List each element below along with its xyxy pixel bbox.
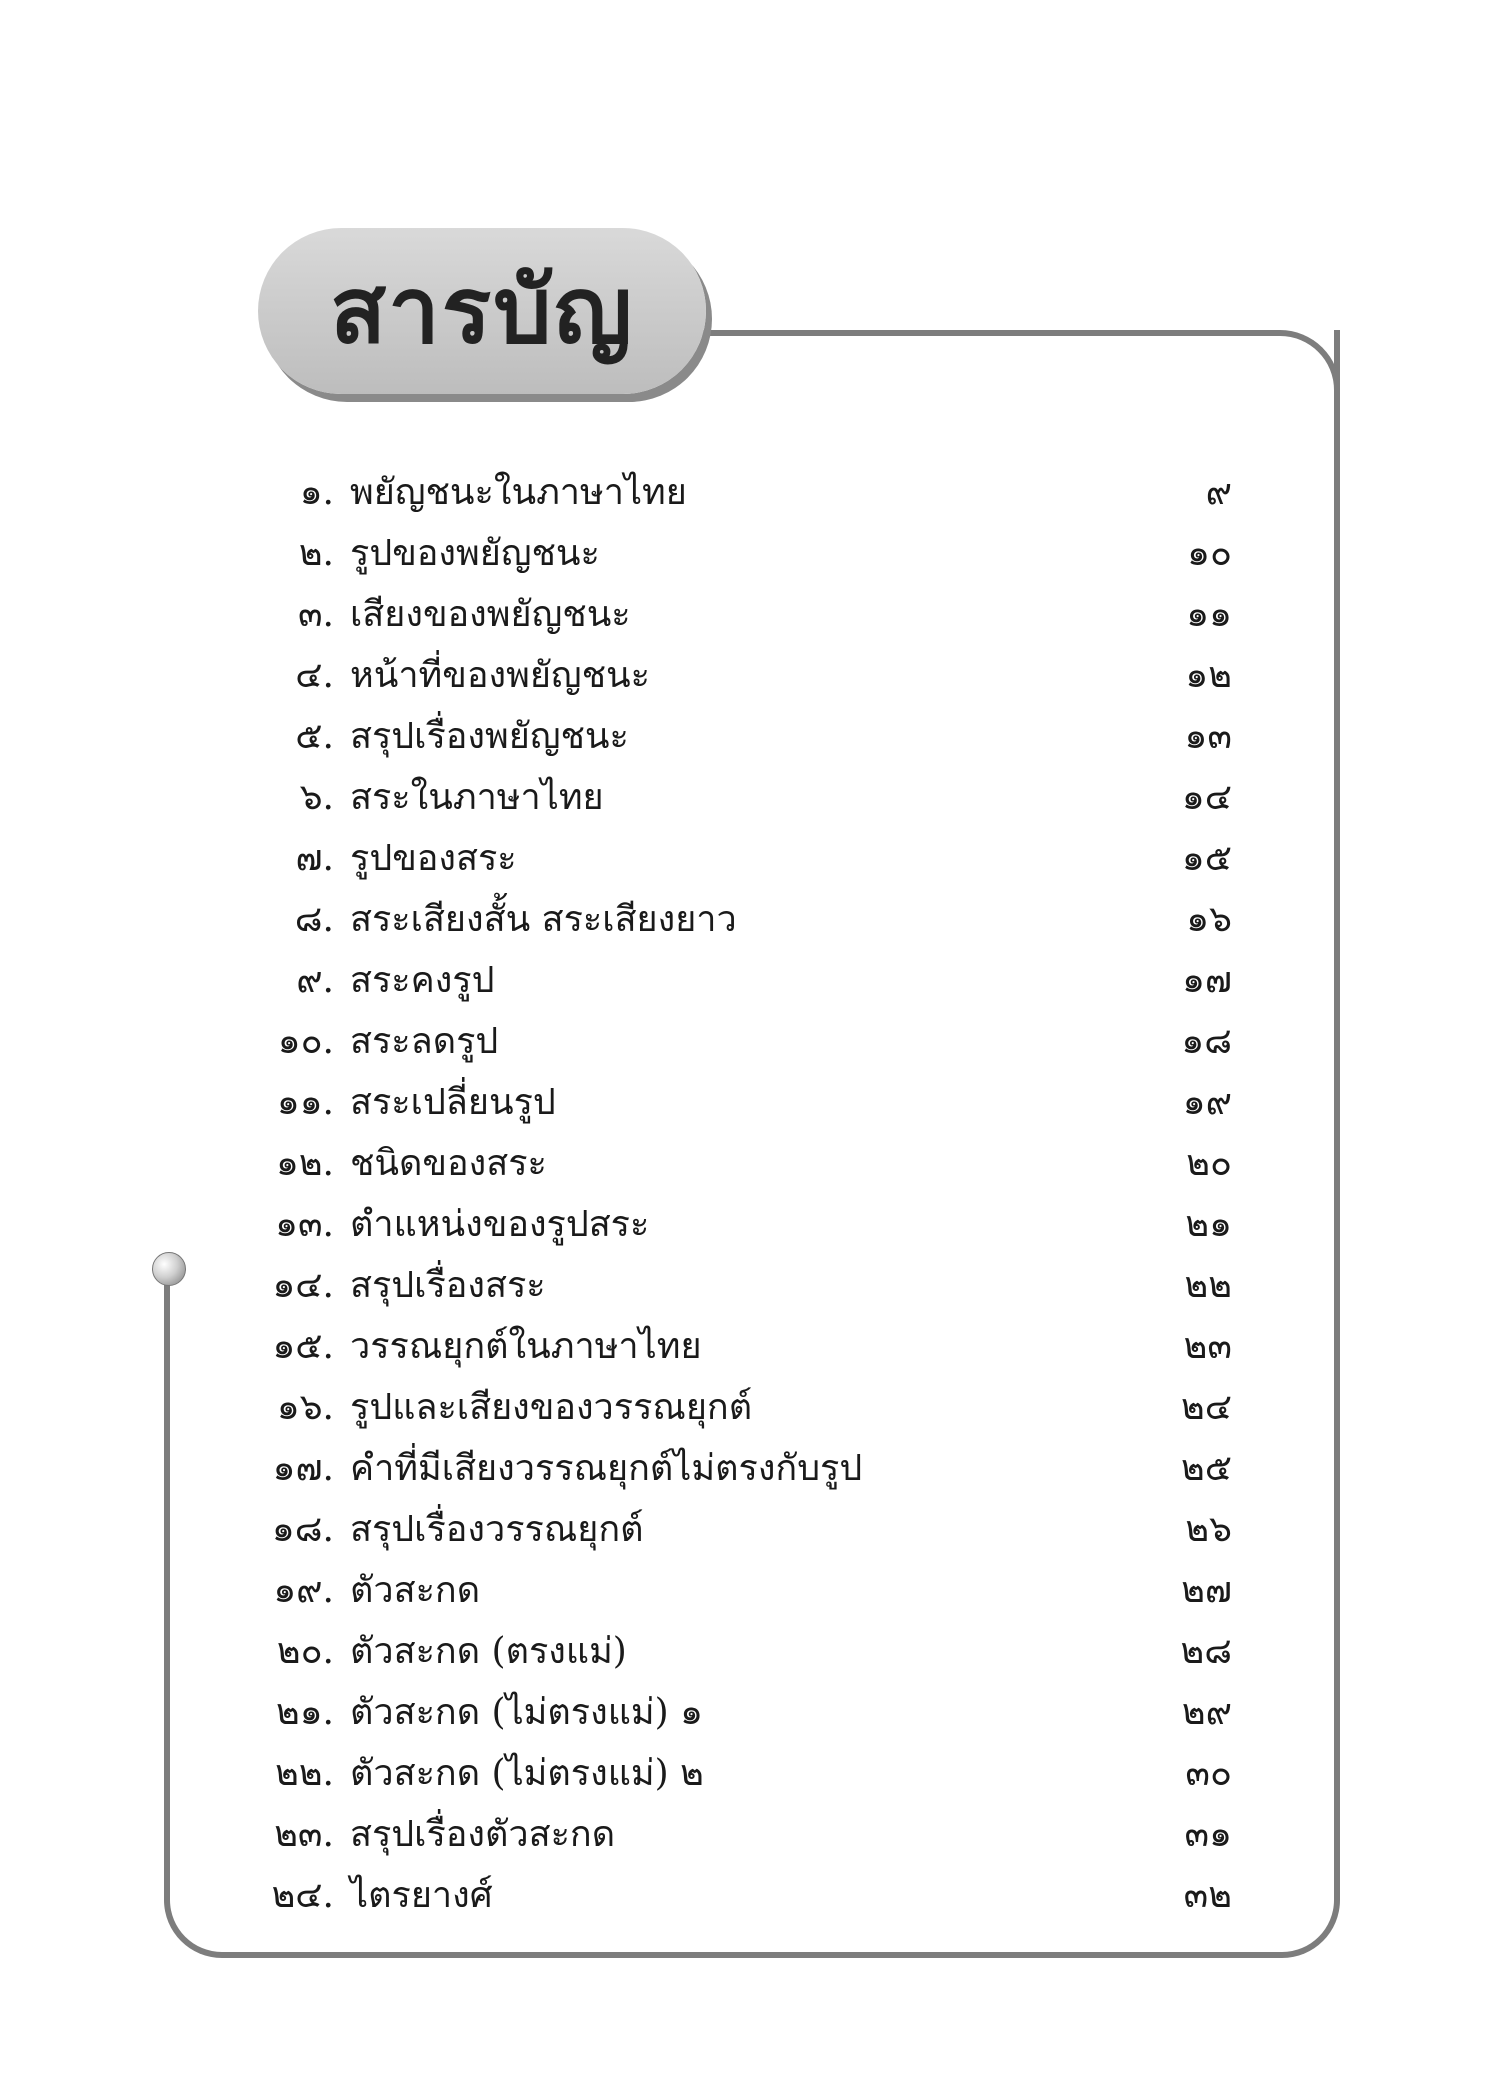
toc-row[interactable] bbox=[0, 890, 1504, 950]
toc-label: พยัญชนะในภาษาไทย bbox=[350, 472, 687, 513]
toc-page: ๑๘ bbox=[1181, 1021, 1232, 1062]
toc-page: ๑๔ bbox=[1181, 777, 1232, 818]
toc-number: ๑๕. bbox=[272, 1326, 334, 1367]
toc-number: ๙. bbox=[296, 960, 334, 1001]
toc-page: ๒๘ bbox=[1180, 1631, 1232, 1672]
toc-row[interactable] bbox=[0, 1012, 1504, 1072]
toc-page: ๓๐ bbox=[1185, 1753, 1232, 1794]
toc-number: ๘. bbox=[294, 899, 334, 940]
toc-page: ๒๑ bbox=[1185, 1204, 1232, 1245]
toc-row[interactable] bbox=[0, 1439, 1504, 1499]
toc-label: สระเสียงสั้น สระเสียงยาว bbox=[350, 899, 737, 940]
toc-page: ๒๒ bbox=[1184, 1265, 1232, 1306]
toc-label: ตัวสะกด (ไม่ตรงแม่) ๒ bbox=[350, 1753, 704, 1794]
toc-row[interactable] bbox=[0, 524, 1504, 584]
toc-label: สรุปเรื่องพยัญชนะ bbox=[350, 716, 629, 757]
toc-label: คำที่มีเสียงวรรณยุกต์ไม่ตรงกับรูป bbox=[350, 1448, 863, 1489]
toc-number: ๑๖. bbox=[276, 1387, 334, 1428]
toc-row[interactable] bbox=[0, 1378, 1504, 1438]
toc-row[interactable] bbox=[0, 1317, 1504, 1377]
toc-row[interactable] bbox=[0, 1134, 1504, 1194]
toc-page: ๒๐ bbox=[1186, 1143, 1232, 1184]
toc-label: รูปและเสียงของวรรณยุกต์ bbox=[350, 1387, 753, 1428]
toc-row[interactable] bbox=[0, 829, 1504, 889]
toc-page: ๑๕ bbox=[1181, 838, 1232, 879]
toc-label: ตัวสะกด (ไม่ตรงแม่) ๑ bbox=[350, 1692, 703, 1733]
toc-label: สรุปเรื่องสระ bbox=[350, 1265, 546, 1306]
toc-page: ๒๗ bbox=[1181, 1570, 1232, 1611]
toc-row[interactable] bbox=[0, 463, 1504, 523]
toc-number: ๑๘. bbox=[271, 1509, 334, 1550]
toc-row[interactable] bbox=[0, 585, 1504, 645]
toc-page: ๑๗ bbox=[1182, 960, 1232, 1001]
toc-label: ตำแหน่งของรูปสระ bbox=[350, 1204, 650, 1245]
toc-page: ๒๙ bbox=[1181, 1692, 1232, 1733]
toc-number: ๑๓. bbox=[275, 1204, 334, 1245]
toc-page: ๑๙ bbox=[1182, 1082, 1232, 1123]
toc-label: สรุปเรื่องวรรณยุกต์ bbox=[350, 1509, 644, 1550]
toc-row[interactable] bbox=[0, 1561, 1504, 1621]
toc-number: ๑๔. bbox=[272, 1265, 334, 1306]
toc-number: ๒. bbox=[298, 533, 334, 574]
toc-label: สระเปลี่ยนรูป bbox=[350, 1082, 556, 1123]
toc-page: ๑๐ bbox=[1187, 533, 1232, 574]
toc-number: ๑๐. bbox=[277, 1021, 334, 1062]
toc-number: ๒๑. bbox=[275, 1692, 334, 1733]
toc-page: ๑๒ bbox=[1185, 655, 1232, 696]
toc-label: รูปของสระ bbox=[350, 838, 517, 879]
toc-row[interactable] bbox=[0, 1073, 1504, 1133]
toc-row[interactable] bbox=[0, 1256, 1504, 1316]
toc-row[interactable] bbox=[0, 1805, 1504, 1865]
toc-number: ๖. bbox=[299, 777, 334, 818]
toc-number: ๕. bbox=[295, 716, 334, 757]
toc-label: วรรณยุกต์ในภาษาไทย bbox=[350, 1326, 702, 1367]
toc-label: ตัวสะกด (ตรงแม่) bbox=[350, 1631, 627, 1672]
toc-number: ๑. bbox=[299, 472, 334, 513]
toc-page: ๓๒ bbox=[1183, 1875, 1232, 1916]
title-badge bbox=[258, 228, 706, 394]
toc-row[interactable] bbox=[0, 1683, 1504, 1743]
toc-number: ๑๑. bbox=[276, 1082, 334, 1123]
toc-label: สรุปเรื่องตัวสะกด bbox=[350, 1814, 616, 1855]
toc-label: สระในภาษาไทย bbox=[350, 777, 604, 818]
toc-label: ชนิดของสระ bbox=[350, 1143, 547, 1184]
toc-row[interactable] bbox=[0, 707, 1504, 767]
toc-row[interactable] bbox=[0, 1500, 1504, 1560]
toc-row[interactable] bbox=[0, 768, 1504, 828]
toc-row[interactable] bbox=[0, 1744, 1504, 1804]
toc-page: ๒๔ bbox=[1181, 1387, 1232, 1428]
toc-page: ๒๕ bbox=[1181, 1448, 1232, 1489]
toc-page: ๑๓ bbox=[1184, 716, 1232, 757]
toc-number: ๒๐. bbox=[276, 1631, 334, 1672]
toc-number: ๓. bbox=[297, 594, 334, 635]
toc-label: สระคงรูป bbox=[350, 960, 495, 1001]
toc-label: หน้าที่ของพยัญชนะ bbox=[350, 655, 650, 696]
toc-page: ๑๖ bbox=[1186, 899, 1232, 940]
toc-label: ไตรยางศ์ bbox=[350, 1875, 493, 1916]
toc-number: ๒๒. bbox=[275, 1753, 334, 1794]
toc-number: ๔. bbox=[295, 655, 334, 696]
toc-number: ๗. bbox=[295, 838, 334, 879]
toc-label: สระลดรูป bbox=[350, 1021, 499, 1062]
toc-number: ๑๗. bbox=[272, 1448, 334, 1489]
toc-page: ๑๑ bbox=[1186, 594, 1232, 635]
page-title: สารบัญ bbox=[329, 257, 634, 364]
toc-number: ๑๒. bbox=[275, 1143, 334, 1184]
toc-label: ตัวสะกด bbox=[350, 1570, 481, 1611]
toc-label: เสียงของพยัญชนะ bbox=[350, 594, 631, 635]
toc-page: ๒๖ bbox=[1185, 1509, 1232, 1550]
frame-top-edge bbox=[640, 330, 1340, 410]
toc-page: ๓๑ bbox=[1184, 1814, 1232, 1855]
toc-page: ๒๓ bbox=[1183, 1326, 1232, 1367]
toc-number: ๒๔. bbox=[271, 1875, 334, 1916]
toc-row[interactable] bbox=[0, 1622, 1504, 1682]
toc-row[interactable] bbox=[0, 1866, 1504, 1926]
toc-label: รูปของพยัญชนะ bbox=[350, 533, 600, 574]
toc-row[interactable] bbox=[0, 646, 1504, 706]
toc-row[interactable] bbox=[0, 1195, 1504, 1255]
toc-number: ๑๙. bbox=[273, 1570, 334, 1611]
toc-number: ๒๓. bbox=[274, 1814, 334, 1855]
toc-row[interactable] bbox=[0, 951, 1504, 1011]
toc-page: ๙ bbox=[1205, 472, 1232, 513]
